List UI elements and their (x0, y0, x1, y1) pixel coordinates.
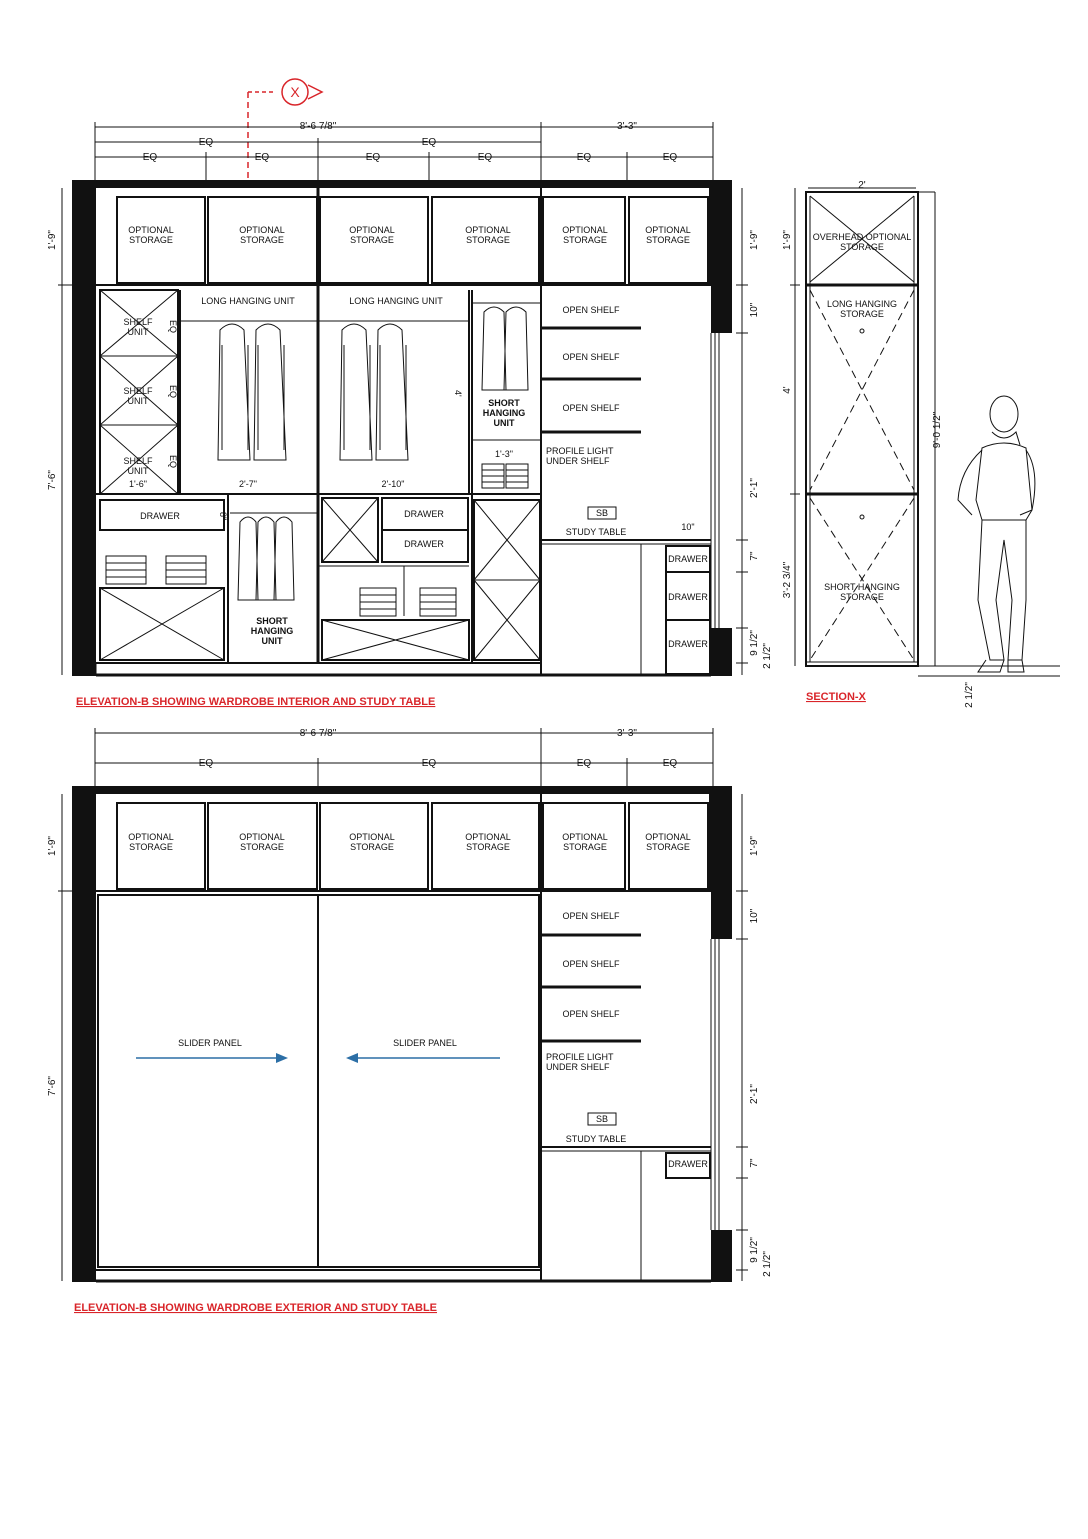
open-shelf-label: OPEN SHELF (562, 352, 620, 362)
short-hanging-label (483, 398, 526, 428)
text-line: UNIT (127, 327, 149, 337)
dim-wardrobe-width: 8'-6 7/8" (299, 728, 337, 739)
drawer-label: DRAWER (668, 554, 708, 564)
dim-eq: EQ (662, 758, 678, 769)
eq-label: EQ (168, 320, 178, 334)
overhead-label: OPTIONAL (645, 832, 691, 842)
drawer-label: DRAWER (668, 639, 708, 649)
sb-label: SB (595, 508, 609, 518)
text-line: STORAGE (240, 235, 284, 245)
section-dim-top: 1'-9" (782, 230, 793, 250)
dim-r2: 2'-1" (749, 478, 760, 498)
open-shelf-label: OPEN SHELF (562, 959, 620, 969)
shelf-unit-label (123, 317, 153, 337)
dim-1-6: 1'-6" (129, 479, 147, 489)
text-line: STORAGE (646, 842, 690, 852)
section-dim-bottom: 3'-2 3/4" (782, 561, 793, 599)
section-dim-total: 9'-0 1/2" (932, 411, 943, 449)
overhead-label: OPTIONAL (239, 832, 285, 842)
slider-panel-label: SLIDER PANEL (393, 1038, 457, 1048)
dim-r5: 2 1/2" (762, 643, 773, 669)
text-line: HANGING (482, 408, 526, 418)
overhead-labels (128, 225, 691, 245)
text-line: OVERHEAD OPTIONAL (812, 232, 912, 242)
section-x-title: SECTION-X (806, 691, 866, 703)
long-hanging-label: LONG HANGING UNIT (201, 296, 295, 306)
profile-light-label (546, 446, 614, 466)
text-line: STORAGE (646, 235, 690, 245)
overhead-boxes (117, 197, 708, 283)
dim-right-top: 1'-9" (749, 230, 760, 250)
dim-10: 10" (681, 522, 695, 532)
dim-right-top: 1'-9" (749, 836, 760, 856)
dim-eq: EQ (421, 137, 437, 148)
svg-text:OPTIONALSTORAGE (465, 832, 511, 852)
svg-text:OPTIONALSTORAGE (645, 225, 691, 245)
dim-main-height: 7'-6" (47, 470, 58, 490)
bottom-elevation-title: ELEVATION-B SHOWING WARDROBE EXTERIOR AND STUDY TABLE (74, 1302, 438, 1314)
text-line: STORAGE (466, 235, 510, 245)
dim-4ft: 4' (453, 390, 463, 397)
dim-8: 8" (218, 512, 228, 521)
study-table-label: STUDY TABLE (565, 1134, 627, 1144)
svg-text:OPTIONALSTORAGE (349, 832, 395, 852)
text-line: STORAGE (240, 842, 284, 852)
dim-top-height: 1'-9" (47, 836, 58, 856)
bottom-wardrobe-frame (72, 786, 732, 1282)
section-dim-base: 2 1/2" (964, 682, 975, 708)
section-dim-mid: 4' (782, 386, 793, 394)
text-line: SHORT (256, 616, 288, 626)
left-height-dims (58, 188, 72, 675)
text-line: STORAGE (129, 235, 173, 245)
overhead-label: OPTIONAL (645, 225, 691, 235)
drawer-label: DRAWER (140, 511, 180, 521)
text-line: STORAGE (466, 842, 510, 852)
drawer-label: DRAWER (404, 539, 444, 549)
dim-eq: EQ (421, 758, 437, 769)
dim-r3: 7" (749, 1158, 760, 1168)
text-line: UNIT (261, 636, 283, 646)
section-long-hanging-label (827, 299, 897, 319)
dim-eq: EQ (477, 152, 493, 163)
dim-study-width: 3'-3" (617, 121, 637, 132)
text-line: STORAGE (350, 842, 394, 852)
shelf-unit-label (123, 456, 153, 476)
section-short-hanging-label (824, 582, 900, 602)
svg-text:OPTIONALSTORAGE (128, 832, 174, 852)
dim-eq: EQ (576, 152, 592, 163)
overhead-label: OPTIONAL (465, 832, 511, 842)
text-line: STORAGE (129, 842, 173, 852)
overhead-label: OPTIONAL (239, 225, 285, 235)
dim-r3: 7" (749, 551, 760, 561)
text-line: SHELF (123, 386, 153, 396)
bottom-study-side (541, 935, 719, 1281)
section-x-drawing (790, 188, 1060, 676)
drawer-label: DRAWER (668, 592, 708, 602)
text-line: STORAGE (840, 592, 884, 602)
dim-eq: EQ (198, 137, 214, 148)
text-line: SHORT HANGING (824, 582, 900, 592)
text-line: PROFILE LIGHT (546, 1052, 614, 1062)
long-hanging-label: LONG HANGING UNIT (349, 296, 443, 306)
dim-eq: EQ (365, 152, 381, 163)
dim-1-3: 1'-3" (495, 449, 513, 459)
svg-text:OPTIONALSTORAGE (645, 832, 691, 852)
open-shelf-label: OPEN SHELF (562, 911, 620, 921)
drawer-label: DRAWER (668, 1159, 708, 1169)
dim-main-height: 7'-6" (47, 1076, 58, 1096)
open-shelf-label: OPEN SHELF (562, 1009, 620, 1019)
folded-stack-icon (482, 464, 528, 488)
text-line: SHELF (123, 456, 153, 466)
human-figure-icon (958, 396, 1035, 672)
text-line: STORAGE (563, 842, 607, 852)
eq-label: EQ (168, 455, 178, 469)
text-line: PROFILE LIGHT (546, 446, 614, 456)
text-line: LONG HANGING (826, 299, 898, 309)
text-line: UNDER SHELF (546, 1062, 610, 1072)
dim-2-10: 2'-10" (381, 479, 405, 489)
dim-r1: 10" (749, 302, 760, 318)
dim-eq: EQ (142, 152, 158, 163)
slider-panel-label: SLIDER PANEL (178, 1038, 242, 1048)
section-overhead-label (813, 232, 912, 252)
svg-text:OPTIONALSTORAGE (239, 832, 285, 852)
text-line: STORAGE (563, 235, 607, 245)
lower-middle-section (318, 498, 540, 660)
profile-light-label (546, 1052, 614, 1072)
study-side-top (541, 328, 719, 675)
overhead-label: OPTIONAL (128, 832, 174, 842)
top-wardrobe-frame (72, 180, 732, 676)
svg-text:OPTIONALSTORAGE (239, 225, 285, 245)
dim-r5: 2 1/2" (762, 1251, 773, 1277)
text-line: UNIT (127, 396, 149, 406)
dim-r4: 9 1/2" (749, 1237, 760, 1263)
svg-text:OPTIONALSTORAGE (465, 225, 511, 245)
overhead-label: OPTIONAL (128, 225, 174, 235)
svg-text:OPTIONALSTORAGE (128, 225, 174, 245)
text-line: STORAGE (840, 242, 884, 252)
open-shelf-label: OPEN SHELF (562, 403, 620, 413)
sb-label: SB (595, 1114, 609, 1124)
dim-eq: EQ (198, 758, 214, 769)
top-elevation-title: ELEVATION-B SHOWING WARDROBE INTERIOR AND STUDY TABLE (76, 696, 436, 708)
short-hanging-label (251, 616, 294, 646)
drawer-label: DRAWER (404, 509, 444, 519)
overhead-label: OPTIONAL (349, 832, 395, 842)
lower-left-section (100, 494, 318, 663)
garment-icon (218, 324, 408, 460)
shelf-unit-label (123, 386, 153, 406)
svg-text:OPTIONALSTORAGE (562, 832, 608, 852)
dim-r1: 10" (749, 908, 760, 924)
right-height-dims (736, 188, 748, 675)
text-line: UNDER SHELF (546, 456, 610, 466)
text-line: UNIT (493, 418, 515, 428)
section-width: 2' (858, 180, 866, 191)
eq-label: EQ (168, 385, 178, 399)
dim-2-7: 2'-7" (239, 479, 257, 489)
overhead-label: OPTIONAL (349, 225, 395, 235)
text-line: STORAGE (350, 235, 394, 245)
svg-text:OPTIONALSTORAGE (562, 225, 608, 245)
text-line: HANGING (250, 626, 294, 636)
dim-r2: 2'-1" (749, 1084, 760, 1104)
overhead-label: OPTIONAL (465, 225, 511, 235)
text-line: STORAGE (840, 309, 884, 319)
dim-eq: EQ (254, 152, 270, 163)
svg-text:OPTIONALSTORAGE (349, 225, 395, 245)
dim-eq: EQ (576, 758, 592, 769)
text-line: SHORT (488, 398, 520, 408)
dim-top-height: 1'-9" (47, 230, 58, 250)
open-shelf-label: OPEN SHELF (562, 305, 620, 315)
text-line: SHELF (123, 317, 153, 327)
overhead-label: OPTIONAL (562, 832, 608, 842)
dim-wardrobe-width: 8'-6 7/8" (299, 121, 337, 132)
dim-study-width: 3'-3" (617, 728, 637, 739)
bottom-overhead-labels (128, 832, 691, 852)
dim-r4: 9 1/2" (749, 630, 760, 656)
overhead-label: OPTIONAL (562, 225, 608, 235)
section-marker-letter: X (290, 84, 300, 100)
text-line: UNIT (127, 466, 149, 476)
study-table-label: STUDY TABLE (565, 527, 627, 537)
dim-eq: EQ (662, 152, 678, 163)
